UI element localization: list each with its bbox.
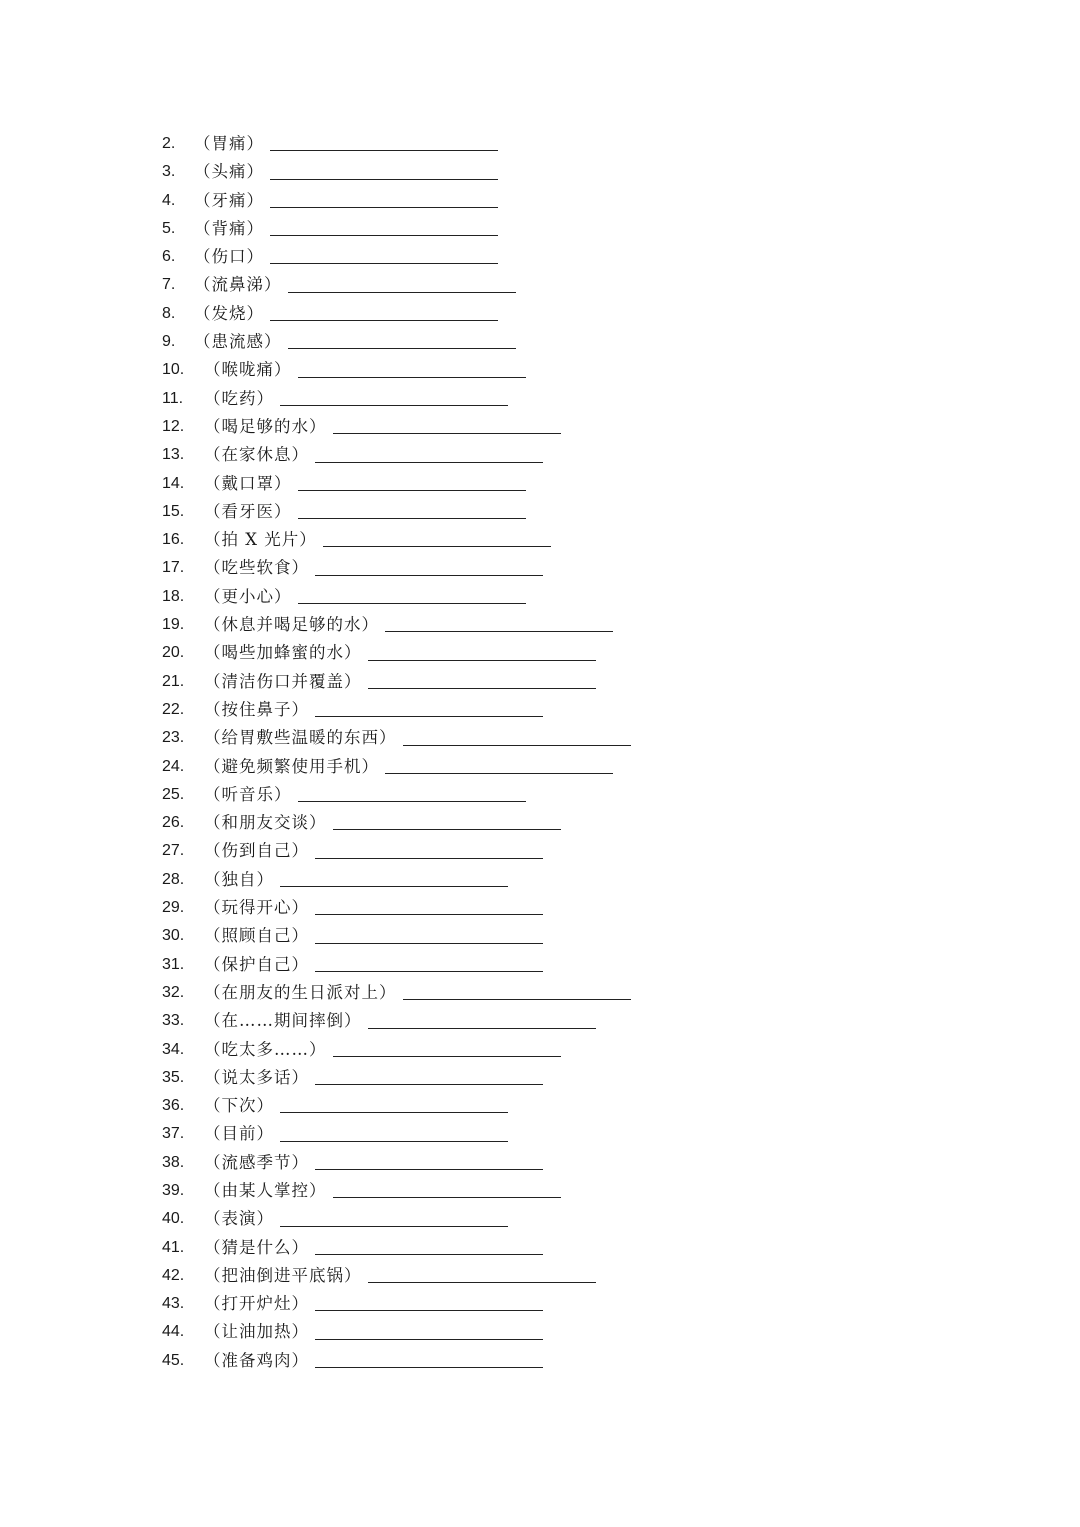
item-cue: （下次） [204, 1096, 274, 1116]
answer-blank[interactable] [315, 1066, 543, 1085]
answer-blank[interactable] [323, 528, 551, 547]
item-number: 24. [162, 757, 185, 775]
item-cue: （患流感） [194, 332, 282, 352]
item-cue: （更小心） [204, 586, 292, 606]
item-number: 38. [162, 1153, 185, 1171]
answer-blank[interactable] [298, 359, 526, 378]
answer-blank[interactable] [270, 189, 498, 208]
item-cue: （戴口罩） [204, 473, 292, 493]
list-item [162, 158, 922, 186]
item-number: 25. [162, 785, 185, 803]
item-number: 14. [162, 474, 185, 492]
item-number: 45. [162, 1351, 185, 1369]
answer-blank[interactable] [403, 981, 631, 1000]
list-item [162, 724, 922, 752]
answer-blank[interactable] [315, 1321, 543, 1340]
list-item [162, 1120, 922, 1148]
list-item [162, 866, 922, 894]
list-item [162, 1318, 922, 1346]
item-number: 40. [162, 1210, 185, 1228]
answer-blank[interactable] [315, 1292, 543, 1311]
item-number: 11. [162, 389, 184, 407]
list-item [162, 526, 922, 554]
list-item [162, 639, 922, 667]
item-cue: （喝足够的水） [204, 416, 327, 436]
item-cue: （流感季节） [204, 1152, 309, 1172]
worksheet [162, 130, 922, 1375]
item-cue: （背痛） [194, 218, 264, 238]
item-cue: （说太多话） [204, 1067, 309, 1087]
item-cue: （在朋友的生日派对上） [204, 982, 397, 1002]
answer-blank[interactable] [280, 1094, 508, 1113]
list-item [162, 781, 922, 809]
list-item [162, 979, 922, 1007]
item-number: 4. [162, 191, 176, 209]
answer-blank[interactable] [315, 444, 543, 463]
item-cue: （伤到自己） [204, 841, 309, 861]
item-number: 43. [162, 1295, 185, 1313]
item-number: 34. [162, 1040, 185, 1058]
list-item [162, 441, 922, 469]
list-item [162, 1234, 922, 1262]
answer-blank[interactable] [315, 896, 543, 915]
list-item [162, 894, 922, 922]
answer-blank[interactable] [280, 868, 508, 887]
item-cue: （和朋友交谈） [204, 813, 327, 833]
item-cue: （清洁伤口并覆盖） [204, 671, 362, 691]
item-number: 12. [162, 417, 185, 435]
item-cue: （头痛） [194, 162, 264, 182]
list-item [162, 1177, 922, 1205]
list-item [162, 215, 922, 243]
item-cue: （胃痛） [194, 134, 264, 153]
item-cue: （让油加热） [204, 1322, 309, 1342]
item-number: 5. [162, 219, 176, 237]
item-number: 6. [162, 248, 176, 266]
item-number: 44. [162, 1323, 185, 1341]
item-number: 9. [162, 333, 176, 351]
item-number: 2. [162, 135, 176, 152]
list-item [162, 356, 922, 384]
list-item [162, 300, 922, 328]
item-cue: （流鼻涕） [194, 275, 282, 295]
item-cue: （表演） [204, 1209, 274, 1229]
item-number: 18. [162, 587, 185, 605]
answer-blank[interactable] [288, 274, 516, 293]
item-number: 23. [162, 729, 185, 747]
list-item [162, 498, 922, 526]
list-item [162, 922, 922, 950]
item-cue: （玩得开心） [204, 898, 309, 918]
list-item [162, 1149, 922, 1177]
item-cue: （在家休息） [204, 445, 309, 465]
item-number: 16. [162, 531, 185, 549]
answer-blank[interactable] [333, 1038, 561, 1057]
list-item [162, 611, 922, 639]
list-item [162, 271, 922, 299]
list-item [162, 753, 922, 781]
answer-blank[interactable] [298, 472, 526, 491]
item-number: 10. [162, 361, 185, 379]
item-cue: （吃药） [204, 388, 274, 408]
answer-blank[interactable] [333, 1179, 561, 1198]
item-cue: （吃太多……） [204, 1039, 327, 1059]
list-item [162, 187, 922, 215]
item-number: 36. [162, 1097, 185, 1115]
item-number: 29. [162, 899, 185, 917]
list-item [162, 837, 922, 865]
list-item [162, 668, 922, 696]
answer-blank[interactable] [270, 245, 498, 264]
list-item [162, 413, 922, 441]
answer-blank[interactable] [385, 755, 613, 774]
list-item [162, 809, 922, 837]
answer-blank[interactable] [288, 330, 516, 349]
item-number: 31. [162, 955, 185, 973]
item-cue: （保护自己） [204, 954, 309, 974]
item-number: 30. [162, 927, 185, 945]
answer-blank[interactable] [315, 1349, 543, 1368]
item-cue: （把油倒进平底锅） [204, 1265, 362, 1285]
item-cue: （由某人掌控） [204, 1180, 327, 1200]
item-cue: （猜是什么） [204, 1237, 309, 1257]
list-item [162, 1064, 922, 1092]
answer-blank[interactable] [333, 415, 561, 434]
answer-blank[interactable] [368, 642, 596, 661]
list-item [162, 1036, 922, 1064]
item-number: 37. [162, 1125, 185, 1143]
item-number: 8. [162, 304, 176, 322]
item-cue: （伤口） [194, 247, 264, 267]
answer-blank[interactable] [385, 613, 613, 632]
list-item [162, 470, 922, 498]
item-number: 35. [162, 1068, 185, 1086]
answer-blank[interactable] [315, 925, 543, 944]
item-cue: （避免频繁使用手机） [204, 756, 379, 776]
item-cue: （照顾自己） [204, 926, 309, 946]
list-item [162, 243, 922, 271]
list-item [162, 1205, 922, 1233]
item-number: 17. [162, 559, 185, 577]
item-number: 7. [162, 276, 176, 294]
answer-blank[interactable] [280, 1208, 508, 1227]
item-number: 28. [162, 870, 185, 888]
item-cue: （打开炉灶） [204, 1294, 309, 1314]
item-number: 33. [162, 1012, 185, 1030]
item-number: 19. [162, 616, 185, 634]
list-item [162, 951, 922, 979]
answer-blank[interactable] [315, 840, 543, 859]
answer-blank[interactable] [298, 585, 526, 604]
item-cue: （发烧） [194, 303, 264, 323]
list-item [162, 1007, 922, 1035]
item-number: 20. [162, 644, 185, 662]
answer-blank[interactable] [368, 670, 596, 689]
list-item [162, 1092, 922, 1120]
list-item [162, 1347, 922, 1375]
item-cue: （吃些软食） [204, 558, 309, 578]
answer-blank[interactable] [270, 217, 498, 236]
item-cue: （拍 X 光片） [204, 530, 317, 550]
item-number: 26. [162, 814, 185, 832]
item-cue: （独自） [204, 869, 274, 889]
item-cue: （喝些加蜂蜜的水） [204, 643, 362, 663]
list-item [162, 583, 922, 611]
answer-blank[interactable] [368, 1010, 596, 1029]
item-number: 21. [162, 672, 185, 690]
answer-blank[interactable] [315, 698, 543, 717]
item-number: 27. [162, 842, 185, 860]
answer-blank[interactable] [280, 387, 508, 406]
answer-blank[interactable] [368, 1264, 596, 1283]
item-cue: （在……期间摔倒） [204, 1011, 362, 1031]
answer-blank[interactable] [298, 500, 526, 519]
answer-blank[interactable] [270, 161, 498, 180]
item-number: 3. [162, 163, 176, 181]
answer-blank[interactable] [315, 1236, 543, 1255]
item-cue: （看牙医） [204, 501, 292, 521]
item-number: 42. [162, 1266, 185, 1284]
answer-blank[interactable] [315, 953, 543, 972]
item-cue: （喉咙痛） [204, 360, 292, 380]
item-number: 13. [162, 446, 185, 464]
item-cue: （准备鸡肉） [204, 1350, 309, 1370]
answer-blank[interactable] [403, 727, 631, 746]
list-item [162, 1290, 922, 1318]
answer-blank[interactable] [270, 302, 498, 321]
list-item [162, 130, 922, 158]
answer-blank[interactable] [298, 783, 526, 802]
item-cue: （休息并喝足够的水） [204, 615, 379, 635]
item-cue: （目前） [204, 1124, 274, 1144]
list-item [162, 1262, 922, 1290]
answer-blank[interactable] [280, 1123, 508, 1142]
item-number: 41. [162, 1238, 185, 1256]
list-item [162, 696, 922, 724]
list-item [162, 554, 922, 582]
item-number: 32. [162, 983, 185, 1001]
answer-blank[interactable] [315, 1151, 543, 1170]
list-item [162, 328, 922, 356]
item-number: 39. [162, 1181, 185, 1199]
item-cue: （按住鼻子） [204, 699, 309, 719]
item-number: 22. [162, 700, 185, 718]
answer-blank[interactable] [333, 811, 561, 830]
answer-blank[interactable] [315, 557, 543, 576]
item-number: 15. [162, 502, 185, 520]
list-item [162, 385, 922, 413]
item-cue: （牙痛） [194, 190, 264, 210]
answer-blank[interactable] [270, 132, 498, 151]
item-cue: （听音乐） [204, 784, 292, 804]
item-cue: （给胃敷些温暖的东西） [204, 728, 397, 748]
